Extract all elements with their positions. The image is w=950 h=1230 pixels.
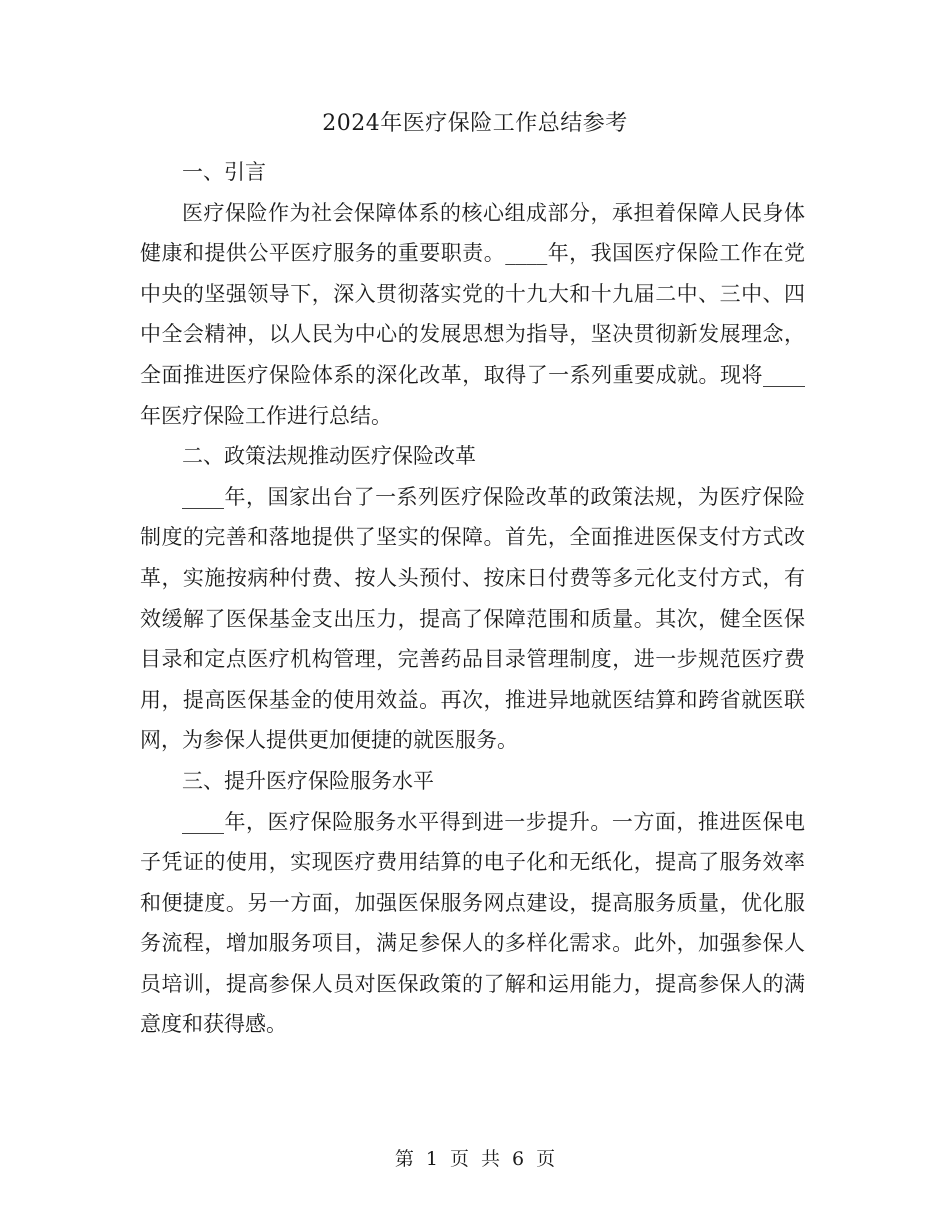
paragraph-policy: ____年，国家出台了一系列医疗保险改革的政策法规，为医疗保险制度的完善和落地提供了坚实的保障。首先，全面推进医保支付方式改革，实施按病种付费、按人头预付、按床日付费等多元化支付方式，有效缓解了医保基金支出压力，提高了保障范围和质量。其次，健全医保目录和定点医疗机构管理，完善药品目录管理制度，进一步规范医疗费用，提高医保基金的使用效益。再次，推进异地就医结算和跨省就医联网，为参保人提供更加便捷的就医服务。 bbox=[140, 484, 805, 753]
section-heading-introduction: 一、引言 bbox=[182, 160, 266, 184]
document-title: 2024年医疗保险工作总结参考 bbox=[322, 111, 628, 136]
paragraph-service: ____年，医疗保险服务水平得到进一步提升。一方面，推进医保电子凭证的使用，实现医疗费用结算的电子化和无纸化，提高了服务效率和便捷度。另一方面，加强医保服务网点建设，提高服务质量，优化服务流程，增加服务项目，满足参保人的多样化需求。此外，加强参保人员培训，提高参保人员对医保政策的了解和运用能力，提高参保人的满意度和获得感。 bbox=[140, 809, 805, 1037]
section-heading-service: 三、提升医疗保险服务水平 bbox=[182, 768, 434, 793]
paragraph-introduction: 医疗保险作为社会保障体系的核心组成部分，承担着保障人民身体健康和提供公平医疗服务的重要职责。____年，我国医疗保险工作在党中央的坚强领导下，深入贯彻落实党的十九大和十九届二中、三中、四中全会精神，以人民为中心的发展思想为指导，坚决贯彻新发展理念，全面推进医疗保险体系的深化改革，取得了一系列重要成就。现将____年医疗保险工作进行总结。 bbox=[140, 200, 805, 428]
section-heading-policy: 二、政策法规推动医疗保险改革 bbox=[182, 444, 476, 469]
page-number-footer: 第 1 页 共 6 页 bbox=[394, 1148, 556, 1170]
document-body bbox=[140, 152, 805, 1045]
